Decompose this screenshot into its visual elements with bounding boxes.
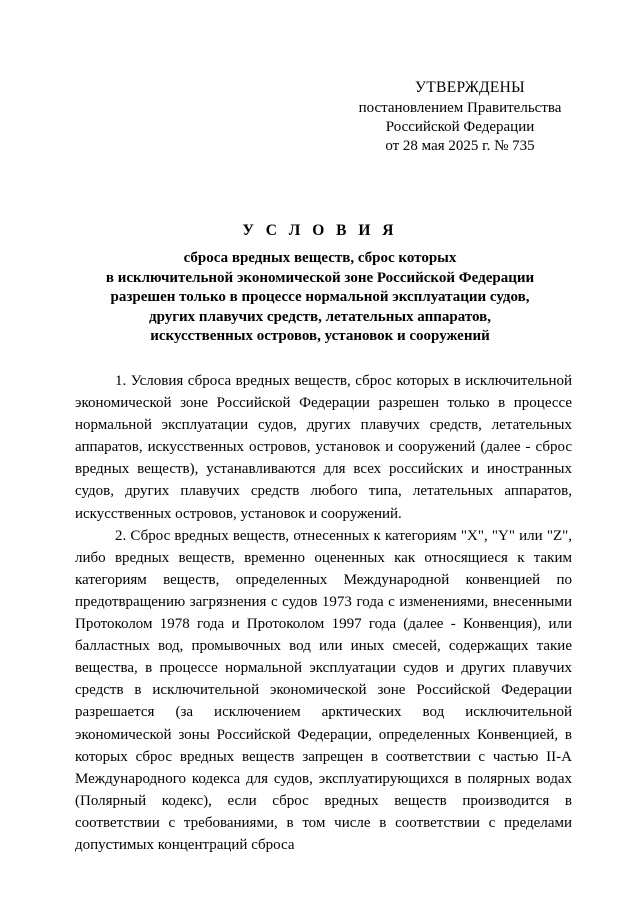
document-body (75, 370, 572, 856)
approval-heading: УТВЕРЖДЕНЫ (415, 79, 525, 96)
approval-stamp (340, 78, 580, 156)
paragraph-1: 1. Условия сброса вредных веществ, сброс которых в исключительной экономической зоне Российской Федерации разрешен только в процессе нормальной эксплуатации судов, других плавучих средств, летательных аппаратов, искусственных островов, установок и сооружений (далее - сброс вредных веществ), устанавливаются для всех российских и иностранных судов, других плавучих средств любого типа, летательных аппаратов, искусственных островов, установок и сооружений. (75, 373, 572, 522)
document-title: У С Л О В И Я (242, 222, 398, 239)
document-heading (60, 222, 580, 347)
approval-line-authority: Российской Федерации (385, 119, 535, 135)
approval-line-date: от 28 мая 2025 г. № 735 (385, 138, 535, 154)
document-subtitle-line: в исключительной экономической зоне Российской Федерации (105, 269, 535, 286)
paragraph-2: 2. Сброс вредных веществ, отнесенных к категориям "X", "Y" или "Z", либо вредных веществ, временно оцененных как относящиеся к таким категориям веществ, определенных Международной конвенцией по предотвращению загрязнения с судов 1973 года с изменениями, внесенными Протоколом 1978 года и Протоколом 1997 года (далее - Конвенция), или балластных вод, промывочных вод или иных смесей, содержащих такие вещества, в процессе нормальной эксплуатации судов и других плавучих средств в исключительной экономической зоне Российской Федерации разрешается (за исключением арктических вод исключительной экономической зоны Российской Федерации, определенных Конвенцией, в которых сброс вредных веществ запрещен в соответствии с частью II-A Международного кодекса для судов, эксплуатирующихся в полярных водах (Полярный кодекс), если сброс вредных веществ производится в соответствии с требованиями, в том числе в соответствии с пределами допустимых концентраций сброса (75, 527, 572, 853)
document-subtitle-line: разрешен только в процессе нормальной эксплуатации судов, (110, 289, 530, 305)
document-subtitle-line: искусственных островов, установок и сооружений (150, 328, 490, 344)
approval-line-decree: постановлением Правительства (358, 100, 562, 116)
document-subtitle-line: сброса вредных веществ, сброс которых (183, 250, 457, 266)
document-subtitle-line: других плавучих средств, летательных аппаратов, (148, 308, 491, 325)
